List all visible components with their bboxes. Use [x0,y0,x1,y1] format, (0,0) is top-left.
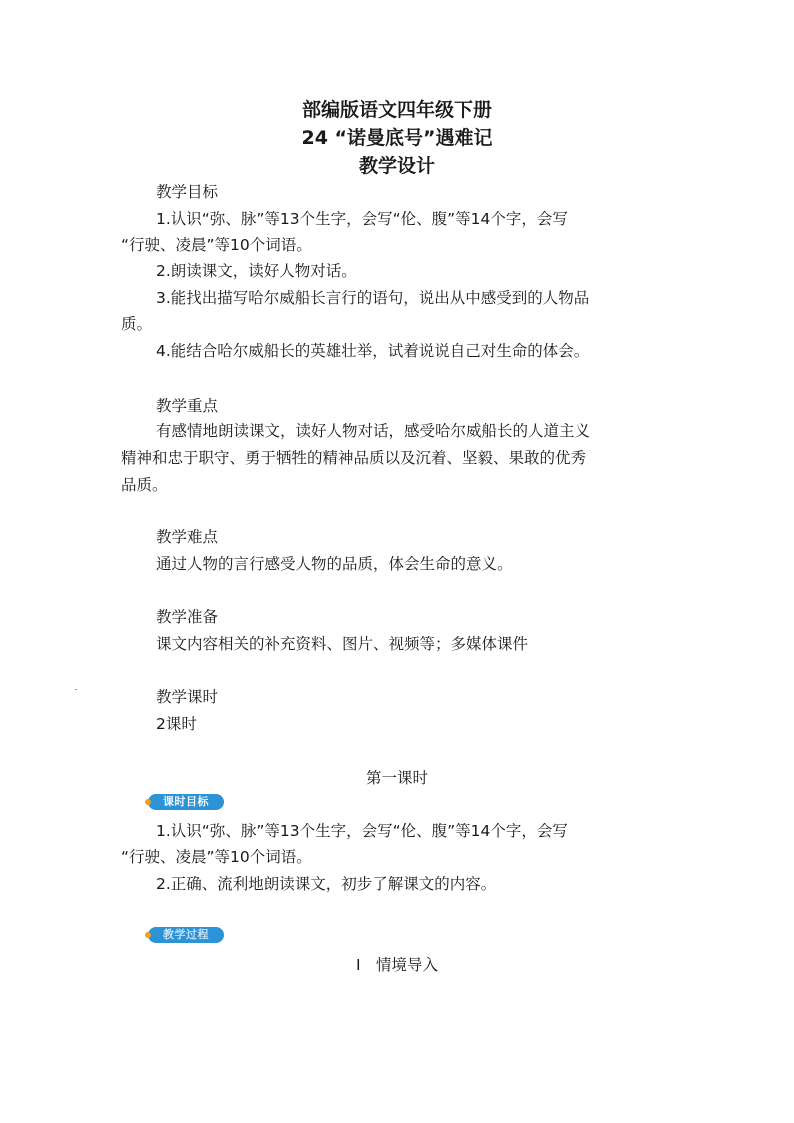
section-heading-intro: Ⅰ 情境导入 [355,956,439,974]
key-points-text-end: 品质。 [121,476,168,494]
difficulties-text: 通过人物的言行感受人物的品质，体会生命的意义。 [156,555,513,573]
preparation-heading: 教学准备 [156,608,219,626]
lesson1-title: 第一课时 [365,769,428,787]
difficulties-heading: 教学难点 [156,528,219,546]
periods-value: 2课时 [156,715,197,733]
document-title: 部编版语文四年级下册 [301,99,492,121]
objective-item-2: 2.朗读课文，读好人物对话。 [156,262,357,280]
lesson-objectives-badge: 课时目标 [148,794,224,810]
objective-item-1-cont: “行驶、凌晨”等10个词语。 [121,236,312,254]
key-points-heading: 教学重点 [156,397,219,415]
objective-item-1: 1.认识“弥、脉”等13个生字，会写“伦、腹”等14个字，会写 [156,210,568,228]
objective-item-3: 3.能找出描写哈尔威船长言行的语句，说出从中感受到的人物品 [156,289,590,307]
design-title: 教学设计 [358,155,435,177]
teaching-process-badge: 教学过程 [148,927,224,943]
objective-item-4: 4.能结合哈尔威船长的英雄壮举，试着说说自己对生命的体会。 [156,342,590,360]
lesson-objective-item-1-cont: “行驶、凌晨”等10个词语。 [121,848,312,866]
periods-heading: 教学课时 [156,688,219,706]
lesson-objective-item-2: 2.正确、流利地朗读课文，初步了解课文的内容。 [156,875,497,893]
lesson-title: 24 “诺曼底号”遇难记 [301,127,493,149]
stray-mark [75,689,77,690]
key-points-text-cont: 精神和忠于职守、勇于牺牲的精神品质以及沉着、坚毅、果敢的优秀 [121,449,587,467]
objective-item-3-cont: 质。 [121,315,153,333]
objectives-heading: 教学目标 [156,183,219,201]
key-points-text: 有感情地朗读课文，读好人物对话，感受哈尔威船长的人道主义 [156,422,591,440]
preparation-text: 课文内容相关的补充资料、图片、视频等；多媒体课件 [156,635,529,653]
lesson-objective-item-1: 1.认识“弥、脉”等13个生字，会写“伦、腹”等14个字，会写 [156,822,568,840]
